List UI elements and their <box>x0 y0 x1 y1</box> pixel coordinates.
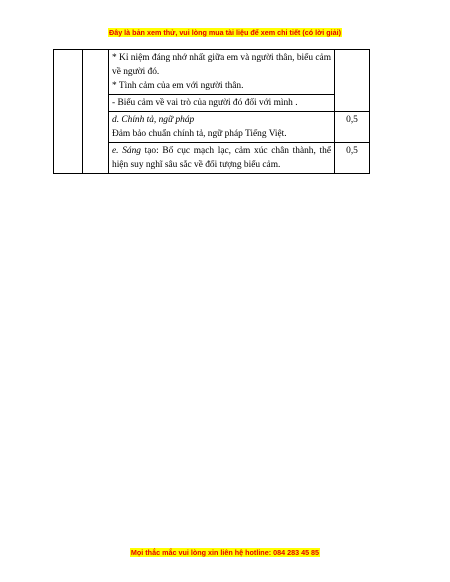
criteria-text: * Kỉ niệm đáng nhớ nhất giữa em và người thân, biểu cảm về người đó. <box>112 53 331 77</box>
criteria-cell <box>109 95 335 112</box>
hotline-banner <box>0 548 450 557</box>
criteria-text: * Tình cảm của em với người thân. <box>112 81 244 91</box>
criteria-text <box>112 144 331 172</box>
criteria-text: Đảm bảo chuẩn chính tả, ngữ pháp Tiếng Việt. <box>112 129 287 139</box>
table-row <box>54 50 370 95</box>
empty-cell <box>54 50 83 174</box>
criteria-title: e. Sáng <box>112 146 141 156</box>
empty-cell <box>83 50 109 174</box>
rubric-table <box>53 49 370 174</box>
hotline-banner-text: Mọi thắc mắc vui lòng xin liên hệ hotline: 084 283 45 85 <box>130 548 320 557</box>
criteria-text: - Biểu cảm về vai trò của người đó đối với mình . <box>112 98 298 108</box>
score-cell: 0,5 <box>335 112 370 143</box>
criteria-cell <box>109 50 335 95</box>
preview-banner-text: Đây là bản xem thử, vui lòng mua tài liệu để xem chi tiết (có lời giải) <box>109 28 341 37</box>
criteria-title: d. Chính tả, ngữ pháp <box>112 115 195 125</box>
criteria-cell <box>109 143 335 174</box>
score-cell: 0,5 <box>335 143 370 174</box>
criteria-cell <box>109 112 335 143</box>
criteria-rest: tạo: Bố cục mạch lạc, cảm xúc chân thành, thể hiện suy nghĩ sâu sắc về đối tượng biểu cảm. <box>112 146 331 170</box>
score-cell <box>335 50 370 112</box>
preview-banner <box>0 28 450 37</box>
